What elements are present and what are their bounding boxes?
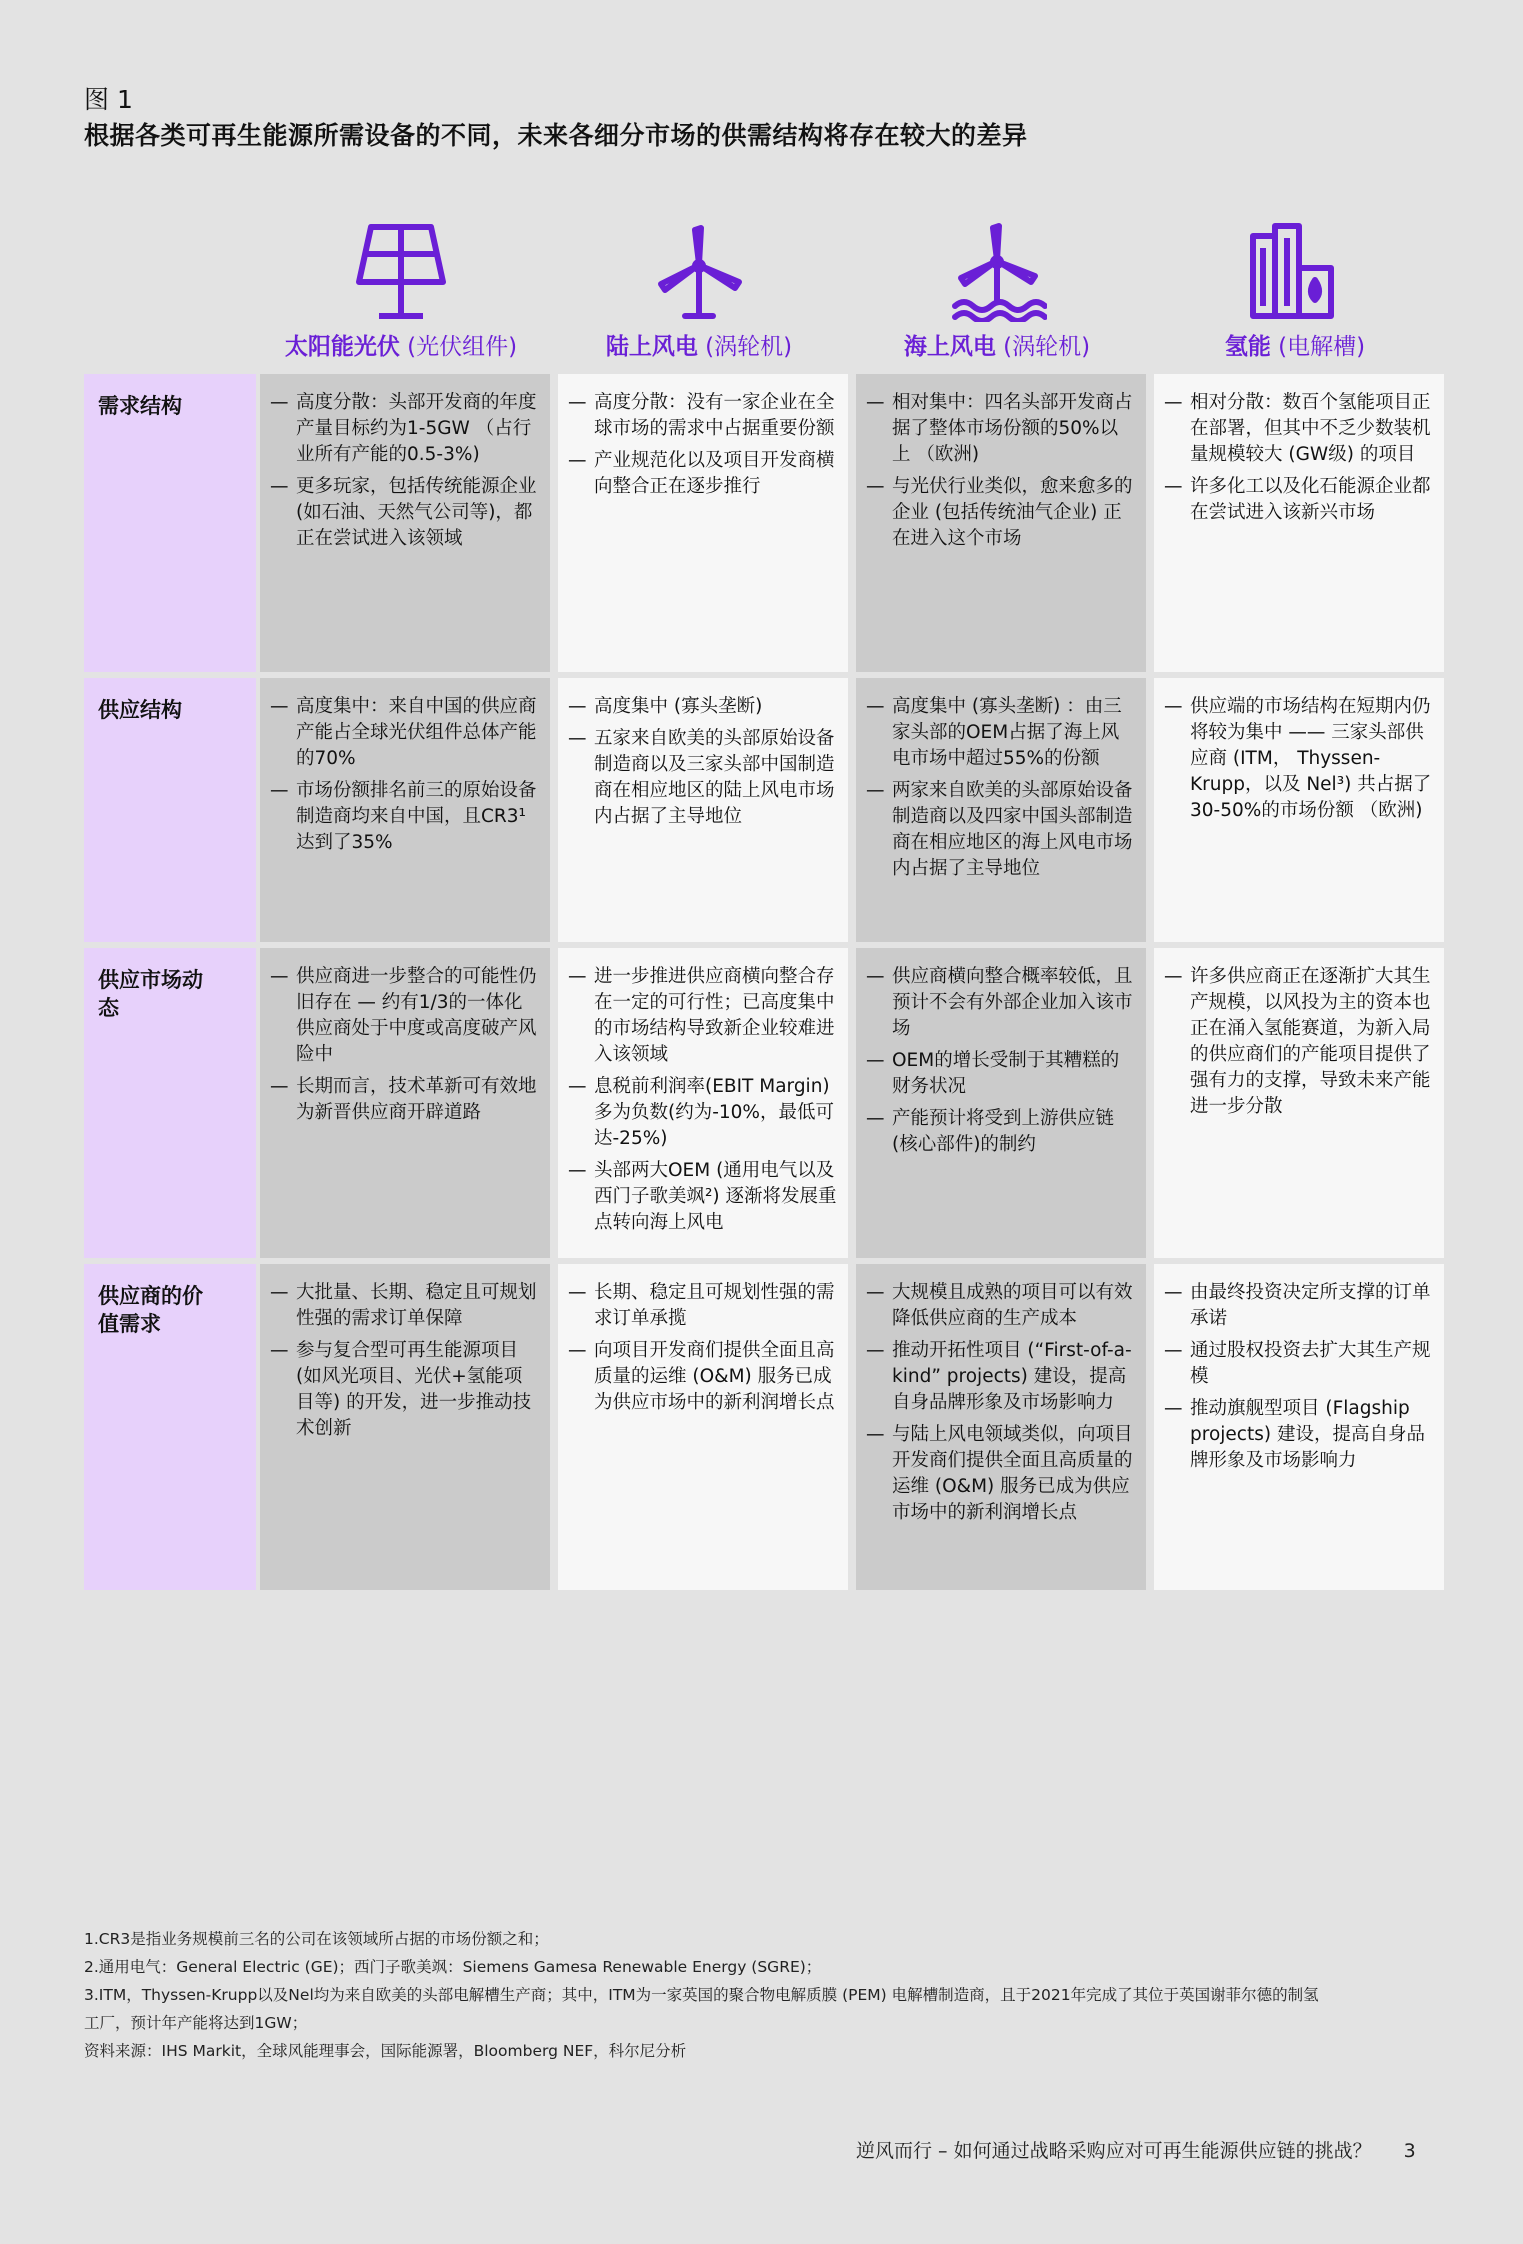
bullet-dash: — [568, 1340, 587, 1361]
bullet-dash: — [1164, 1282, 1183, 1303]
column-header-solar: 太阳能光伏 (光伏组件) [284, 334, 518, 360]
bullet-item [1164, 474, 1434, 526]
footnote: 3.ITM，Thyssen-Krupp以及Nel均为来自欧美的头部电解槽生产商；其中，ITM为一家英国的聚合物电解质膜 (PEM) 电解槽制造商，且于2021年完成了其位于英国谢菲尔德的制氢 [84, 1986, 1319, 2004]
bullet-item [568, 1074, 838, 1152]
table-cell [1154, 1264, 1444, 1590]
bullet-text: 头部两大OEM (通用电气以及西门子歌美飒²) 逐渐将发展重点转向海上风电 [594, 1160, 837, 1233]
bullet-dash: — [1164, 696, 1183, 717]
bullet-item [866, 1048, 1136, 1100]
source-note: 资料来源：IHS Markit，全球风能理事会，国际能源署，Bloomberg NEF，科尔尼分析 [84, 2042, 687, 2060]
hydrogen-plant-icon [1150, 222, 1440, 322]
bullet-text: 高度集中 (寡头垄断) [594, 696, 763, 717]
bullet-item [270, 694, 540, 772]
bullet-item [568, 1280, 838, 1332]
bullet-item [1164, 390, 1434, 468]
bullet-dash: — [866, 1282, 885, 1303]
bullet-text: 向项目开发商们提供全面且高质量的运维 (O&M) 服务已成为供应市场中的新利润增长点 [594, 1340, 835, 1413]
table-cell [260, 374, 550, 672]
table-cell [558, 1264, 848, 1590]
bullet-dash: — [1164, 966, 1183, 987]
bullet-text: 与陆上风电领域类似，向项目开发商们提供全面且高质量的运维 (O&M) 服务已成为供应市场中的新利润增长点 [892, 1424, 1133, 1523]
footnotes [84, 1925, 1444, 2065]
bullet-item [270, 1280, 540, 1332]
bullet-dash: — [866, 392, 885, 413]
icons-row [256, 222, 1442, 322]
table-row [84, 948, 1440, 1258]
bullet-item [568, 694, 838, 720]
bullet-dash: — [1164, 1398, 1183, 1419]
row-label-text: 供应商的价值需求 [98, 1284, 203, 1336]
bullet-dash: — [866, 1050, 885, 1071]
figure-title: 根据各类可再生能源所需设备的不同，未来各细分市场的供需结构将存在较大的差异 [84, 121, 1028, 150]
bullet-item [1164, 1338, 1434, 1390]
table-cell [260, 948, 550, 1258]
bullet-item [270, 1074, 540, 1126]
bullet-text: 参与复合型可再生能源项目 (如风光项目、光伏+氢能项目等) 的开发，进一步推动技术创新 [296, 1340, 532, 1439]
bullet-text: 进一步推进供应商横向整合存在一定的可行性；已高度集中的市场结构导致新企业较难进入该领域 [594, 966, 835, 1065]
table-cell [260, 678, 550, 942]
bullet-dash: — [270, 1076, 289, 1097]
bullet-item [866, 1422, 1136, 1526]
bullet-item [1164, 694, 1434, 824]
footer-title: 逆风而行 – 如何通过战略采购应对可再生能源供应链的挑战？ [856, 2140, 1372, 2162]
bullet-item [568, 448, 838, 500]
row-label-text: 供应市场动态 [98, 968, 203, 1020]
bullet-dash: — [568, 966, 587, 987]
bullet-dash: — [866, 780, 885, 801]
bullet-text: 五家来自欧美的头部原始设备制造商以及三家头部中国制造商在相应地区的陆上风电市场内占据了主导地位 [594, 728, 835, 827]
bullet-dash: — [568, 392, 587, 413]
bullet-text: 由最终投资决定所支撑的订单承诺 [1190, 1282, 1431, 1329]
bullet-dash: — [270, 966, 289, 987]
bullet-text: 长期而言，技术革新可有效地为新晋供应商开辟道路 [296, 1076, 537, 1123]
column-header-hydrogen: 氢能 (电解槽) [1224, 334, 1366, 360]
bullet-text: 通过股权投资去扩大其生产规模 [1190, 1340, 1431, 1387]
bullet-dash: — [270, 1340, 289, 1361]
page-footer [856, 2136, 1416, 2163]
bullet-dash: — [568, 1282, 587, 1303]
bullet-text: 供应端的市场结构在短期内仍将较为集中 —— 三家头部供应商 (ITM， Thyssen-Krupp，以及 Nel³) 共占据了30-50%的市场份额 （欧洲) [1190, 696, 1432, 821]
bullet-dash: — [866, 1424, 885, 1445]
bullet-dash: — [1164, 392, 1183, 413]
bullet-dash: — [866, 476, 885, 497]
column-header-offshore-wind: 海上风电 (涡轮机) [903, 334, 1091, 360]
page-number: 3 [1403, 2140, 1416, 2162]
row-label [84, 678, 256, 942]
bullet-dash: — [270, 392, 289, 413]
bullet-text: 更多玩家，包括传统能源企业 (如石油、天然气公司等)，都正在尝试进入该领域 [296, 476, 537, 549]
table-cell [558, 678, 848, 942]
wind-turbine-icon [554, 222, 844, 322]
bullet-dash: — [270, 696, 289, 717]
bullet-item [866, 964, 1136, 1042]
bullet-dash: — [1164, 1340, 1183, 1361]
table-row [84, 374, 1440, 672]
bullet-text: 市场份额排名前三的原始设备制造商均来自中国，且CR3¹达到了35% [296, 780, 537, 853]
bullet-dash: — [568, 728, 587, 749]
bullet-item [1164, 1280, 1434, 1332]
bullet-text: 产能预计将受到上游供应链(核心部件)的制约 [892, 1108, 1115, 1155]
bullet-item [866, 390, 1136, 468]
bullet-text: 推动开拓性项目 (“First-of-a-kind” projects) 建设，提高自身品牌形象及市场影响力 [892, 1340, 1132, 1413]
bullet-text: 息税前利润率(EBIT Margin)多为负数(约为-10%，最低可达-25%) [594, 1076, 835, 1149]
offshore-wind-turbine-icon [852, 222, 1142, 322]
table-row [84, 1264, 1440, 1590]
bullet-text: 许多化工以及化石能源企业都在尝试进入该新兴市场 [1190, 476, 1431, 523]
column-header-onshore-wind: 陆上风电 (涡轮机) [605, 334, 793, 360]
bullet-text: 相对分散：数百个氢能项目正在部署，但其中不乏少数装机量规模较大 (GW级) 的项目 [1190, 392, 1431, 465]
table-cell [1154, 374, 1444, 672]
bullet-dash: — [1164, 476, 1183, 497]
bullet-item [270, 390, 540, 468]
footnote: 2.通用电气：General Electric (GE)；西门子歌美飒：Siemens Gamesa Renewable Energy (SGRE)； [84, 1958, 822, 1976]
bullet-dash: — [270, 1282, 289, 1303]
bullet-item [568, 1338, 838, 1416]
bullet-text: 供应商横向整合概率较低，且预计不会有外部企业加入该市场 [892, 966, 1133, 1039]
bullet-item [1164, 964, 1434, 1120]
row-label [84, 374, 256, 672]
table-cell [558, 948, 848, 1258]
table-cell [260, 1264, 550, 1590]
bullet-text: 两家来自欧美的头部原始设备制造商以及四家中国头部制造商在相应地区的海上风电市场内占据了主导地位 [892, 780, 1133, 879]
table-cell [1154, 678, 1444, 942]
bullet-item [568, 726, 838, 830]
footnote: 工厂，预计年产能将达到1GW； [84, 2014, 308, 2032]
table-cell [856, 678, 1146, 942]
table-cell [856, 374, 1146, 672]
bullet-text: 高度分散：头部开发商的年度产量目标约为1-5GW （占行业所有产能的0.5-3%) [296, 392, 537, 465]
bullet-item [866, 694, 1136, 772]
column-headers [256, 328, 1442, 368]
bullet-item [866, 1338, 1136, 1416]
bullet-dash: — [568, 450, 587, 471]
bullet-text: 高度集中 (寡头垄断) ：由三家头部的OEM占据了海上风电市场中超过55%的份额 [892, 696, 1122, 769]
row-label [84, 1264, 256, 1590]
bullet-item [568, 390, 838, 442]
table-cell [856, 948, 1146, 1258]
bullet-text: 大规模且成熟的项目可以有效降低供应商的生产成本 [892, 1282, 1133, 1329]
bullet-dash: — [866, 1340, 885, 1361]
table-row [84, 678, 1440, 942]
solar-panel-icon [256, 222, 546, 322]
bullet-item [866, 1280, 1136, 1332]
bullet-item [270, 964, 540, 1068]
bullet-text: 大批量、长期、稳定且可规划性强的需求订单保障 [296, 1282, 537, 1329]
bullet-item [866, 474, 1136, 552]
bullet-item [270, 474, 540, 552]
bullet-item [1164, 1396, 1434, 1474]
table-cell [558, 374, 848, 672]
bullet-text: 相对集中：四名头部开发商占据了整体市场份额的50%以上 （欧洲) [892, 392, 1133, 465]
bullet-dash: — [270, 476, 289, 497]
bullet-dash: — [568, 1076, 587, 1097]
bullet-text: OEM的增长受制于其糟糕的财务状况 [892, 1050, 1120, 1097]
footnote: 1.CR3是指业务规模前三名的公司在该领域所占据的市场份额之和； [84, 1930, 549, 1948]
bullet-text: 长期、稳定且可规划性强的需求订单承揽 [594, 1282, 835, 1329]
bullet-text: 供应商进一步整合的可能性仍旧存在 — 约有1/3的一体化供应商处于中度或高度破产风险中 [296, 966, 537, 1065]
bullet-item [270, 778, 540, 856]
bullet-text: 产业规范化以及项目开发商横向整合正在逐步推行 [594, 450, 835, 497]
row-label [84, 948, 256, 1258]
bullet-item [568, 964, 838, 1068]
bullet-item [270, 1338, 540, 1442]
row-label-text: 供应结构 [98, 698, 182, 722]
table-cell [1154, 948, 1444, 1258]
bullet-item [866, 1106, 1136, 1158]
bullet-dash: — [866, 966, 885, 987]
figure-label: 图 1 [84, 85, 133, 114]
bullet-text: 推动旗舰型项目 (Flagship projects) 建设，提高自身品牌形象及市场影响力 [1190, 1398, 1425, 1471]
bullet-dash: — [270, 780, 289, 801]
bullet-dash: — [568, 696, 587, 717]
bullet-item [568, 1158, 838, 1236]
row-label-text: 需求结构 [98, 394, 182, 418]
bullet-dash: — [866, 696, 885, 717]
bullet-text: 与光伏行业类似，愈来愈多的企业 (包括传统油气企业) 正在进入这个市场 [892, 476, 1133, 549]
table-cell [856, 1264, 1146, 1590]
bullet-text: 高度分散：没有一家企业在全球市场的需求中占据重要份额 [594, 392, 835, 439]
bullet-dash: — [866, 1108, 885, 1129]
bullet-dash: — [568, 1160, 587, 1181]
bullet-item [866, 778, 1136, 882]
bullet-text: 许多供应商正在逐渐扩大其生产规模，以风投为主的资本也正在涌入氢能赛道，为新入局的供应商们的产能项目提供了强有力的支撑，导致未来产能进一步分散 [1190, 966, 1431, 1117]
bullet-text: 高度集中：来自中国的供应商产能占全球光伏组件总体产能的70% [296, 696, 537, 769]
